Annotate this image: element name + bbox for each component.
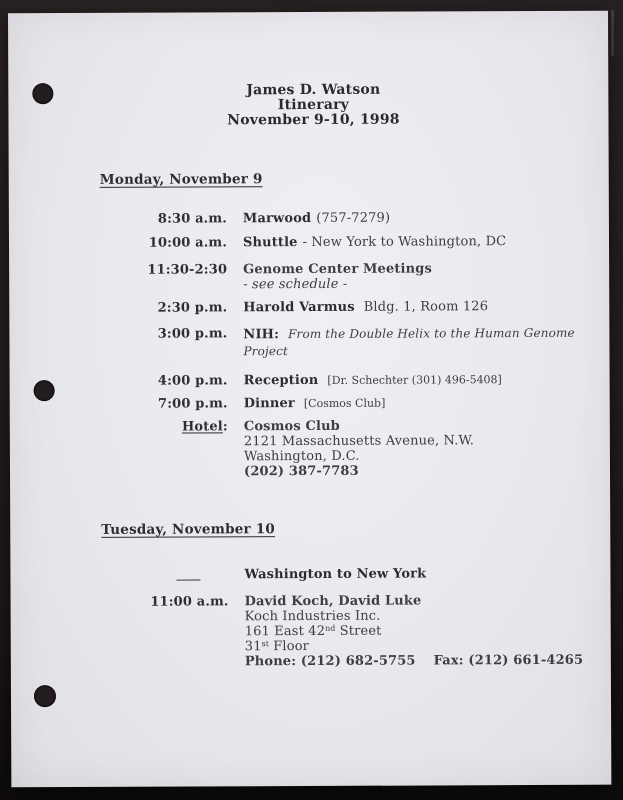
event-name: Reception (243, 372, 319, 389)
schedule-row-dinner (78, 395, 610, 413)
event-name: Marwood (242, 210, 312, 227)
street-name: Street (335, 623, 382, 639)
row-desc (243, 234, 506, 251)
row-desc (244, 396, 386, 413)
doc-title-dates: November 9-10, 1998 (227, 111, 400, 129)
floor-ordinal: st (261, 639, 269, 649)
hotel-label: Hotel (181, 419, 223, 435)
hole-punch-middle (34, 380, 55, 401)
schedule-row-nih (77, 325, 609, 361)
event-name: Harold Varmus (243, 299, 355, 316)
row-time: 11:00 a.m. (150, 594, 229, 610)
row-time-blank (78, 567, 228, 586)
event-name: Dinner (243, 396, 295, 412)
koch-meeting-block (245, 593, 584, 669)
schedule-row-genome (77, 261, 609, 293)
row-time: 7:00 p.m. (157, 396, 228, 412)
meeting-phone: Phone: (212) 682-5755 (244, 653, 416, 670)
row-time: 3:00 p.m. (157, 326, 228, 342)
hotel-name: Cosmos Club (243, 418, 340, 435)
section-heading-monday: Monday, November 9 (99, 171, 263, 188)
street-number: 161 East 42 (244, 623, 326, 640)
event-detail: - New York to Washington, DC (302, 234, 507, 251)
event-detail: (757-7279) (316, 210, 391, 226)
event-location: [Cosmos Club] (303, 396, 386, 411)
meeting-company: Koch Industries Inc. (244, 608, 381, 625)
row-label-hotel (78, 419, 228, 480)
flight-title: Washington to New York (244, 566, 427, 583)
meeting-street (245, 623, 583, 639)
hotel-address-line1: 2121 Massachusetts Avenue, N.W. (243, 433, 475, 450)
doc-title-name: James D. Watson (246, 81, 381, 99)
document-page (8, 11, 611, 788)
floor-label: Floor (268, 639, 310, 655)
schedule-row-koch (79, 593, 611, 670)
row-time: 11:30-2:30 (147, 262, 228, 278)
hotel-phone: (202) 387-7783 (243, 463, 359, 480)
hole-punch-bottom (34, 685, 56, 707)
row-time: 2:30 p.m. (157, 300, 228, 316)
row-desc (243, 211, 390, 228)
section-heading-tuesday: Tuesday, November 10 (101, 521, 275, 538)
hotel-address-block (244, 418, 474, 479)
event-name: Shuttle (242, 235, 298, 251)
row-desc (243, 325, 609, 361)
scan-edge-artifact (611, 10, 614, 56)
row-time: 4:00 p.m. (157, 373, 228, 389)
meeting-phone-fax (245, 653, 583, 669)
meeting-fax: Fax: (212) 661-4265 (433, 652, 584, 669)
schedule-row-flight (78, 566, 610, 586)
schedule-row-hotel (78, 418, 610, 480)
document-header (8, 11, 609, 130)
meeting-floor (245, 638, 583, 654)
row-time: 8:30 a.m. (157, 211, 227, 227)
hotel-address-line2: Washington, D.C. (243, 448, 360, 465)
row-desc (243, 261, 432, 292)
hotel-label-colon: : (222, 419, 228, 435)
event-name: NIH: (243, 327, 280, 343)
row-desc (244, 372, 502, 389)
street-ordinal: nd (325, 623, 336, 633)
schedule-row-marwood (77, 210, 609, 228)
schedule-row-reception (78, 372, 610, 390)
event-detail: Bldg. 1, Room 126 (363, 299, 489, 315)
floor-number: 31 (244, 639, 262, 655)
row-time: 10:00 a.m. (148, 235, 228, 251)
meeting-names: David Koch, David Luke (244, 593, 422, 610)
hole-punch-top (32, 83, 53, 104)
schedule-row-varmus (77, 299, 609, 317)
event-talk-title: From the Double Helix to the Human Genome Project (243, 325, 575, 359)
doc-title-type: Itinerary (277, 96, 350, 114)
event-name: Genome Center Meetings (243, 261, 432, 278)
row-desc (243, 299, 488, 316)
event-note: - see schedule - (243, 276, 348, 293)
blank-time-line (176, 567, 200, 580)
row-desc (244, 566, 426, 585)
event-contact: [Dr. Schechter (301) 496-5408] (327, 373, 502, 387)
schedule-row-shuttle (77, 234, 609, 252)
